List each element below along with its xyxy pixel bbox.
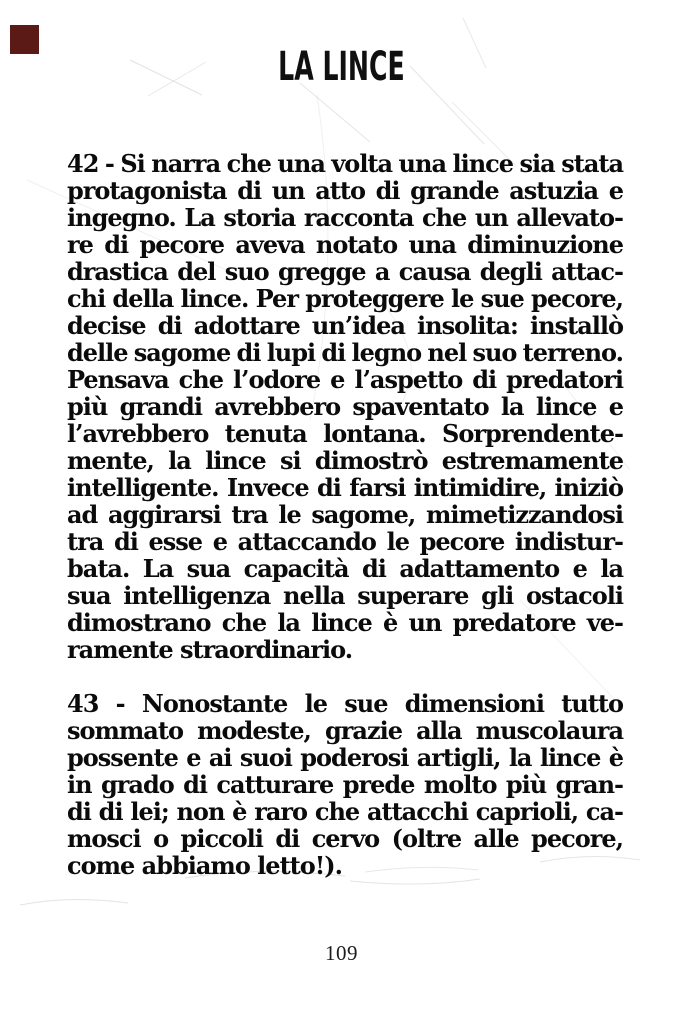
text-line: ad aggirarsi tra le sagome, mimetizzandosi (67, 500, 623, 529)
page-number: 109 (325, 941, 358, 965)
text-line: sommato modeste, grazie alla muscolaura (67, 716, 623, 745)
text-line: più grandi avrebbero spaventato la lince e (67, 392, 623, 421)
text-line: mosci o piccoli di cervo (oltre alle pecore, (67, 824, 623, 853)
title-row (0, 46, 683, 88)
text-line: drastica del suo gregge a causa degli attac- (67, 257, 623, 286)
text-line: ramente straordinario. (67, 635, 353, 664)
text-line: dimostrano che la lince è un predatore ve- (67, 608, 623, 637)
text-line: bata. La sua capacità di adattamento e la (67, 554, 623, 583)
paragraph-42 (67, 150, 623, 663)
body-text (67, 150, 623, 879)
text-line: chi della lince. Per proteggere le sue pecore, (67, 284, 623, 313)
paragraph-43 (67, 690, 623, 879)
text-line: mente, la lince si dimostrò estremamente (67, 446, 623, 475)
text-line: 42 - Si narra che una volta una lince sia stata (67, 149, 623, 178)
text-line: tra di esse e attaccando le pecore indistur- (67, 527, 623, 556)
text-line: ingegno. La storia racconta che un allevato- (67, 203, 623, 232)
text-line: di di lei; non è raro che attacchi caprioli, ca- (67, 797, 623, 826)
text-line: decise di adottare un’idea insolita: installò (67, 311, 623, 340)
text-line: come abbiamo letto!). (67, 851, 342, 880)
text-line: protagonista di un atto di grande astuzia e (67, 176, 623, 205)
text-line: l’avrebbero tenuta lontana. Sorprendente- (67, 419, 623, 448)
text-line: possente e ai suoi poderosi artigli, la lince è (67, 743, 623, 772)
text-line: in grado di catturare prede molto più gran- (67, 770, 623, 799)
text-line: delle sagome di lupi di legno nel suo terreno. (67, 338, 623, 367)
text-line: intelligente. Invece di farsi intimidire, iniziò (67, 473, 623, 502)
text-line: Pensava che l’odore e l’aspetto di predatori (67, 365, 623, 394)
page-title: LA LINCE (278, 44, 405, 90)
text-line: sua intelligenza nella superare gli ostacoli (67, 581, 623, 610)
text-line: 43 - Nonostante le sue dimensioni tutto (67, 689, 623, 718)
text-line: re di pecore aveva notato una diminuzione (67, 230, 623, 259)
